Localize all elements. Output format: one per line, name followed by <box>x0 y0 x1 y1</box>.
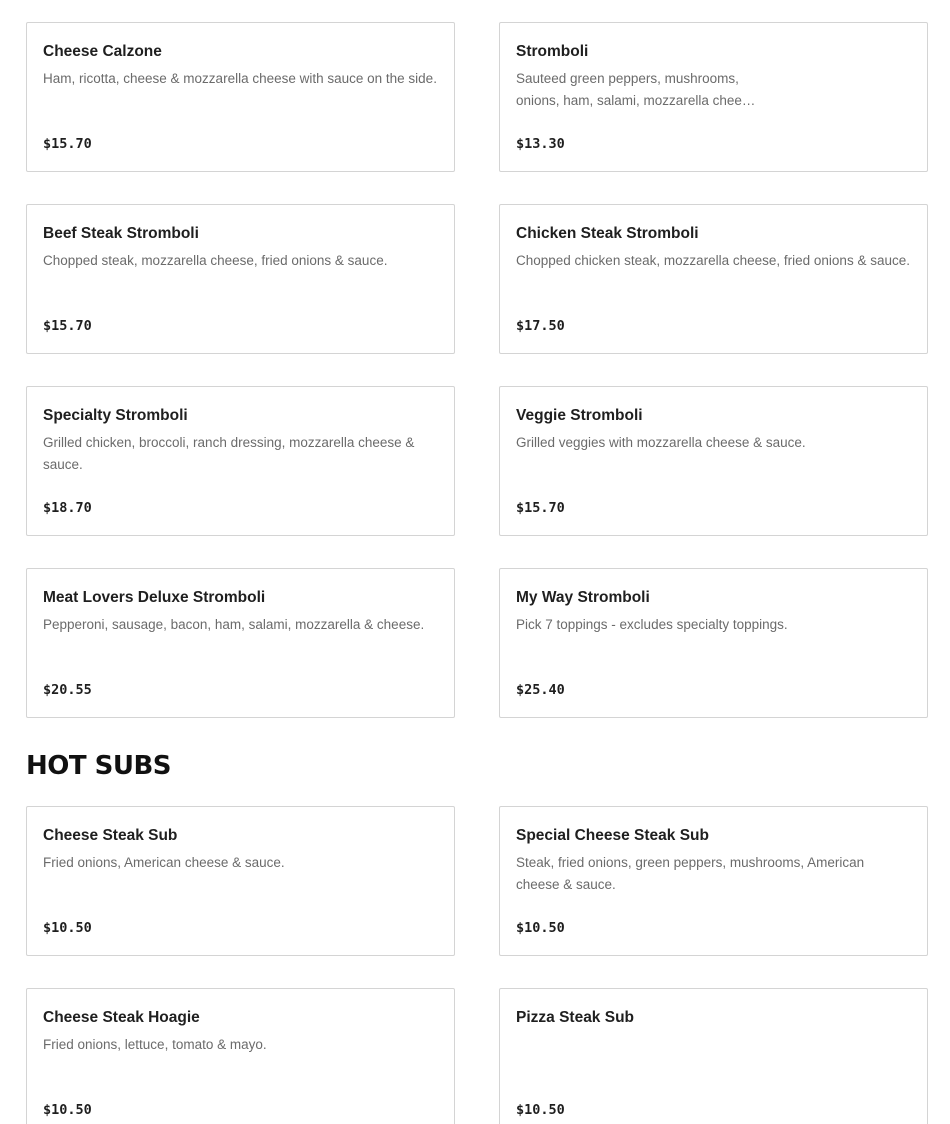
item-price: $13.30 <box>516 136 565 152</box>
menu-item-card[interactable] <box>26 568 455 718</box>
item-name: Special Cheese Steak Sub <box>516 827 709 844</box>
item-description: Grilled veggies with mozzarella cheese & sauce. <box>516 435 806 450</box>
item-description: Grilled chicken, broccoli, ranch dressing, mozzarella cheese & sauce. <box>43 435 415 472</box>
item-description: Chopped chicken steak, mozzarella cheese, fried onions & sauce. <box>516 253 910 268</box>
item-name: Veggie Stromboli <box>516 407 643 424</box>
item-price: $17.50 <box>516 318 565 334</box>
item-name: Stromboli <box>516 43 589 60</box>
section-title-hot-subs: HOT SUBS <box>26 751 172 781</box>
item-name: Chicken Steak Stromboli <box>516 225 699 242</box>
item-name: My Way Stromboli <box>516 589 650 606</box>
menu-item-card[interactable] <box>499 22 928 172</box>
menu-item-card[interactable] <box>499 806 928 956</box>
item-name: Meat Lovers Deluxe Stromboli <box>43 589 266 606</box>
item-price: $20.55 <box>43 682 92 698</box>
menu-item-card[interactable] <box>499 204 928 354</box>
menu-item-card[interactable] <box>499 386 928 536</box>
item-price: $15.70 <box>43 136 92 152</box>
item-price: $10.50 <box>516 920 565 936</box>
item-price: $10.50 <box>516 1102 565 1118</box>
item-description: Pepperoni, sausage, bacon, ham, salami, mozzarella & cheese. <box>43 617 425 632</box>
item-price: $15.70 <box>516 500 565 516</box>
item-description: Ham, ricotta, cheese & mozzarella cheese with sauce on the side. <box>43 71 437 86</box>
item-price: $10.50 <box>43 920 92 936</box>
menu-item-card[interactable] <box>26 988 455 1124</box>
menu-item-card[interactable] <box>26 806 455 956</box>
item-description: Chopped steak, mozzarella cheese, fried onions & sauce. <box>43 253 388 268</box>
item-description: Fried onions, lettuce, tomato & mayo. <box>43 1037 267 1052</box>
item-name: Specialty Stromboli <box>43 407 188 424</box>
item-name: Cheese Calzone <box>43 43 162 60</box>
menu-item-card[interactable] <box>499 988 928 1124</box>
item-price: $18.70 <box>43 500 92 516</box>
item-name: Pizza Steak Sub <box>516 1009 635 1026</box>
item-description: Steak, fried onions, green peppers, mushrooms, American cheese & sauce. <box>516 855 865 892</box>
menu-item-card[interactable] <box>26 386 455 536</box>
menu-item-card[interactable] <box>499 568 928 718</box>
item-price: $10.50 <box>43 1102 92 1118</box>
item-description: Pick 7 toppings - excludes specialty toppings. <box>516 617 788 632</box>
item-name: Cheese Steak Sub <box>43 827 178 844</box>
menu-item-card[interactable] <box>26 204 455 354</box>
item-description: Sauteed green peppers, mushrooms, onions, ham, salami, mozzarella chee… <box>516 71 756 108</box>
menu-item-card[interactable] <box>26 22 455 172</box>
item-price: $25.40 <box>516 682 565 698</box>
item-name: Beef Steak Stromboli <box>43 225 199 242</box>
item-price: $15.70 <box>43 318 92 334</box>
item-description: Fried onions, American cheese & sauce. <box>43 855 285 870</box>
item-name: Cheese Steak Hoagie <box>43 1009 200 1026</box>
